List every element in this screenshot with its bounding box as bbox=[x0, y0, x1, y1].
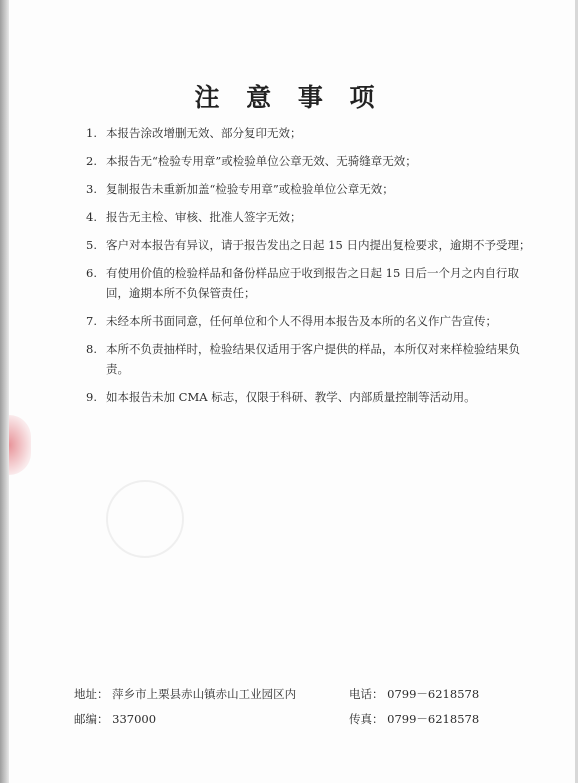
item-text: 未经本所书面同意，任何单位和个人不得用本报告及本所的名义作广告宣传； bbox=[106, 314, 497, 328]
footer-row-2 bbox=[74, 711, 524, 727]
list-item bbox=[86, 179, 538, 199]
item-text: 如本报告未加 CMA 标志，仅限于科研、教学、内部质量控制等活动用。 bbox=[106, 390, 476, 404]
list-item bbox=[86, 151, 538, 171]
notes-list bbox=[86, 123, 538, 415]
list-item bbox=[86, 387, 538, 407]
red-seal-fragment bbox=[9, 415, 31, 475]
item-text: 报告无主检、审核、批准人签字无效； bbox=[106, 210, 302, 224]
postcode-text: 邮编： 337000 bbox=[74, 712, 157, 726]
page-title: 注 意 事 项 bbox=[194, 83, 384, 112]
list-item bbox=[86, 207, 538, 227]
item-text: 本报告无“检验专用章”或检验单位公章无效、无骑缝章无效； bbox=[106, 154, 417, 168]
faint-seal-impression bbox=[106, 480, 184, 558]
item-number: 3. bbox=[86, 182, 97, 196]
scan-edge-left bbox=[0, 0, 9, 783]
item-text: 客户对本报告有异议，请于报告发出之日起 15 日内提出复检要求，逾期不予受理； bbox=[106, 238, 531, 252]
item-number: 6. bbox=[86, 266, 97, 280]
item-number: 1. bbox=[86, 126, 97, 140]
item-number: 4. bbox=[86, 210, 97, 224]
item-number: 5. bbox=[86, 238, 97, 252]
fax-text: 传真： 0799－6218578 bbox=[349, 712, 480, 726]
item-text: 本所不负责抽样时，检验结果仅适用于客户提供的样品，本所仅对来样检验结果负责。 bbox=[106, 342, 520, 376]
phone-text: 电话： 0799－6218578 bbox=[349, 687, 480, 701]
list-item bbox=[86, 123, 538, 143]
list-item bbox=[86, 339, 538, 379]
footer-row-1 bbox=[74, 686, 524, 702]
item-text: 有使用价值的检验样品和备份样品应于收到报告之日起 15 日后一个月之内自行取回，逾期本所不负保管责任； bbox=[106, 266, 519, 300]
item-number: 9. bbox=[86, 390, 97, 404]
address-text: 地址： 萍乡市上栗县赤山镇赤山工业园区内 bbox=[74, 687, 297, 701]
list-item bbox=[86, 311, 538, 331]
item-number: 8. bbox=[86, 342, 97, 356]
item-number: 2. bbox=[86, 154, 97, 168]
list-item bbox=[86, 235, 538, 255]
list-item bbox=[86, 263, 538, 303]
item-number: 7. bbox=[86, 314, 97, 328]
item-text: 复制报告未重新加盖“检验专用章”或检验单位公章无效； bbox=[106, 182, 394, 196]
item-text: 本报告涂改增删无效、部分复印无效； bbox=[106, 126, 302, 140]
